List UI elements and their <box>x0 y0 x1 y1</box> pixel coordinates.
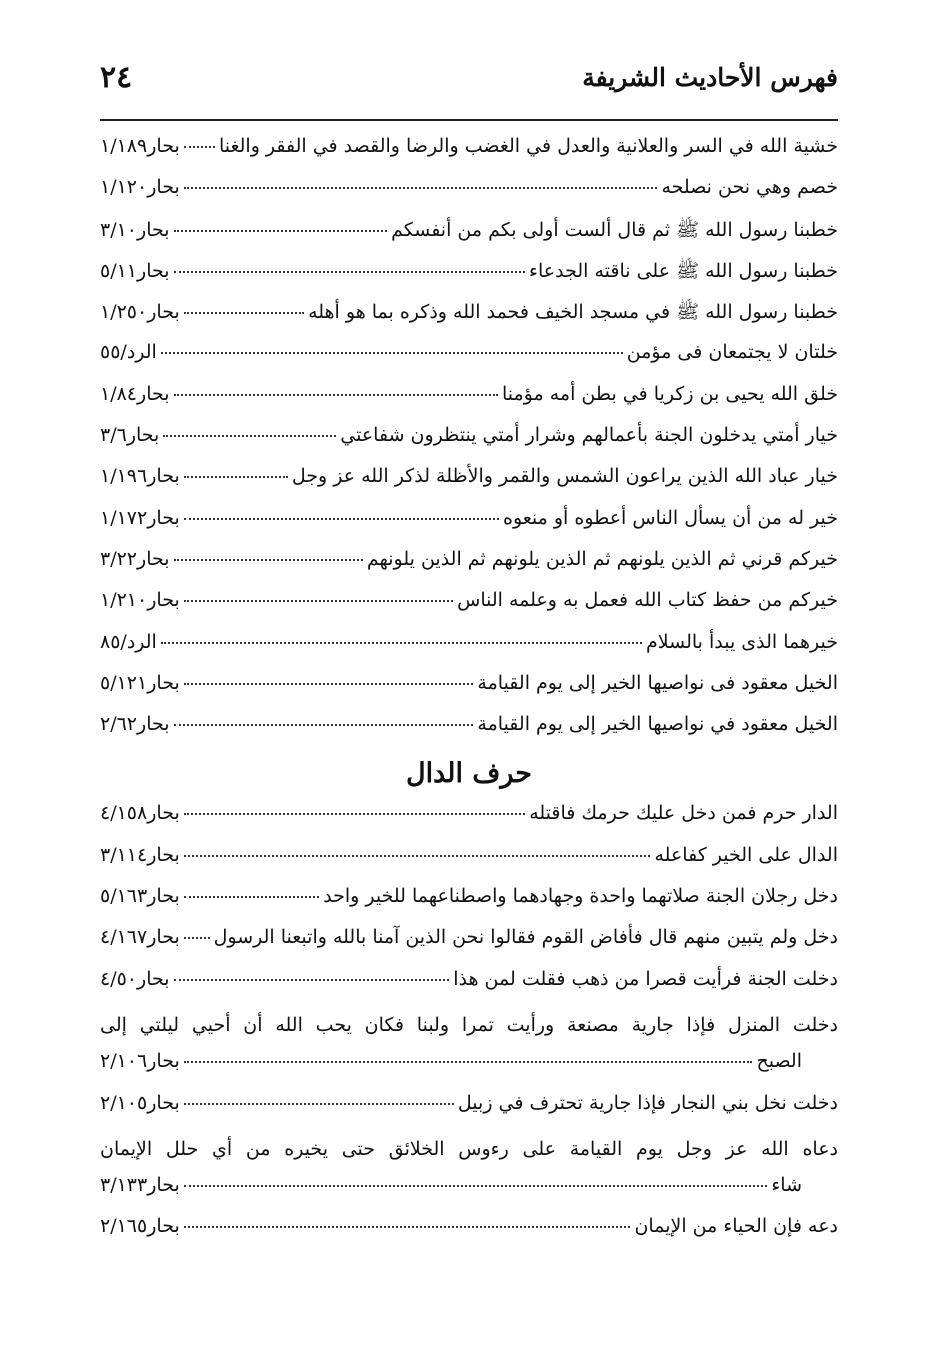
leader-dots <box>184 896 319 898</box>
entry-text: خيار أمتي يدخلون الجنة بأعمالهم وشرار أمتي ينتظرون شفاعتي <box>340 424 838 447</box>
leader-dots <box>184 813 525 815</box>
entries-dal <box>100 802 838 1256</box>
entry-reference: الرد/٨٥ <box>100 630 157 653</box>
index-entry <box>100 672 838 713</box>
entry-text: دخلت نخل بني النجار فإذا جارية تحترف في زبيل <box>457 1091 838 1114</box>
entry-reference: بحار٢/١٦٥ <box>100 1215 180 1238</box>
entry-text: خلتان لا يجتمعان فى مؤمن <box>626 341 838 364</box>
leader-dots <box>184 1185 768 1187</box>
entry-text: دخلت الجنة فرأيت قصرا من ذهب فقلت لمن هذا <box>453 967 838 990</box>
entries-kha <box>100 135 838 754</box>
entry-text: خيركم قرني ثم الذين يلونهم ثم الذين يلونهم ثم الذين يلونهم <box>366 547 838 570</box>
running-title: فهرس الأحاديث الشريفة <box>582 62 838 92</box>
leader-dots <box>184 855 651 857</box>
leader-dots <box>184 312 304 314</box>
entry-text: الخيل معقود فى نواصيها الخير إلى يوم القيامة <box>477 671 838 694</box>
index-entry <box>100 465 838 506</box>
index-entry <box>100 548 838 589</box>
entry-text-line-2: شاء <box>771 1174 802 1197</box>
entry-text: خصم وهي نحن نصلحه <box>661 176 838 199</box>
entry-reference: بحار١/١٧٢ <box>100 506 180 529</box>
entry-reference: بحار١/١٢٠ <box>100 176 180 199</box>
index-entry <box>100 135 838 176</box>
leader-dots <box>184 187 658 189</box>
leader-dots <box>163 435 336 437</box>
leader-dots <box>174 230 388 232</box>
entry-reference: الرد/٥٥ <box>100 341 157 364</box>
index-entry <box>100 926 838 967</box>
index-entry <box>100 1092 838 1133</box>
leader-dots <box>184 1103 454 1105</box>
index-entry <box>100 968 838 1009</box>
entries-dal-group-1 <box>100 802 838 1008</box>
leader-dots <box>184 937 210 939</box>
entry-text: خلق الله يحيى بن زكريا في بطن أمه مؤمنا <box>502 382 838 405</box>
entry-text-line-1: دخلت المنزل فإذا جارية مصنعة ورأيت تمرا ولبنا فكان يحب الله أن أحيي ليلتي إلى <box>100 1013 838 1036</box>
index-entry <box>100 885 838 926</box>
entry-text: الدار حرم فمن دخل عليك حرمك فاقتله <box>529 802 838 825</box>
entry-text: خشية الله في السر والعلانية والعدل في الغضب والرضا والقصد في الفقر والغنا <box>218 135 838 157</box>
entry-text: الخيل معقود في نواصيها الخير إلى يوم القيامة <box>477 713 838 736</box>
entries-dal-wrapped-2 <box>100 1133 838 1216</box>
entry-reference: بحار٢/١٠٦ <box>100 1050 180 1073</box>
entry-text: دعه فإن الحياء من الإيمان <box>634 1215 838 1238</box>
entries-dal-wrapped-1 <box>100 1009 838 1092</box>
entry-text: دخل رجلان الجنة صلاتهما واحدة وجهادهما واصطناعهما للخير واحد <box>323 885 838 908</box>
index-entry <box>100 844 838 885</box>
entry-reference: بحار٢/٦٢ <box>100 713 170 736</box>
entry-text: دخل ولم يتبين منهم قال فأفاض القوم فقالوا نحن الذين آمنا بالله واتبعنا الرسول <box>213 926 838 949</box>
index-entry <box>100 176 838 217</box>
leader-dots <box>184 683 474 685</box>
leader-dots <box>174 559 363 561</box>
entry-reference: بحار٤/٥٠ <box>100 967 170 990</box>
entry-reference: بحار٢/١٠٥ <box>100 1091 180 1114</box>
section-heading: حرف الدال <box>406 758 532 790</box>
index-entry-wrapped <box>100 1133 838 1216</box>
entry-reference: بحار٥/١٦٣ <box>100 885 180 908</box>
leader-dots <box>161 642 642 644</box>
entry-reference: بحار٣/٢٢ <box>100 547 170 570</box>
hadith-index <box>100 135 838 1257</box>
entry-text: خير له من أن يسأل الناس أعطوه أو منعوه <box>502 506 838 529</box>
entry-text: خيرهما الذى يبدأ بالسلام <box>646 630 838 653</box>
index-entry <box>100 300 838 341</box>
entry-reference: بحار٣/١١٤ <box>100 843 180 866</box>
leader-dots <box>174 979 450 981</box>
index-entry <box>100 383 838 424</box>
entry-text-line-2: الصبح <box>756 1050 802 1073</box>
leader-dots <box>174 394 498 396</box>
entry-text-line-1: دعاه الله عز وجل يوم القيامة على رءوس الخلائق حتى يخيره من أي حلل الإيمان <box>100 1137 838 1160</box>
entry-reference: بحار٤/١٥٨ <box>100 802 180 825</box>
index-entry <box>100 802 838 843</box>
index-entry <box>100 1215 838 1256</box>
entry-text: خيار عباد الله الذين يراعون الشمس والقمر والأظلة لذكر الله عز وجل <box>291 465 838 488</box>
entry-text: خطبنا رسول الله ﷺ ثم قال ألست أولى بكم من أنفسكم <box>391 218 838 241</box>
entries-dal-group-2 <box>100 1092 838 1133</box>
index-entry <box>100 713 838 754</box>
leader-dots <box>161 352 623 354</box>
leader-dots <box>174 271 525 273</box>
index-entry <box>100 424 838 465</box>
leader-dots <box>184 518 499 520</box>
entry-reference: بحار٥/١٢١ <box>100 671 180 694</box>
entry-reference: بحار٣/١٠ <box>100 218 170 241</box>
leader-dots <box>184 1226 631 1228</box>
entry-text: خطبنا رسول الله ﷺ في مسجد الخيف فحمد الله وذكره بما هو أهله <box>308 301 838 324</box>
index-entry <box>100 218 838 259</box>
index-entry <box>100 341 838 382</box>
leader-dots <box>184 146 215 148</box>
entry-continuation <box>100 1174 838 1215</box>
index-entry <box>100 631 838 672</box>
entry-reference: بحار٣/١٣٣ <box>100 1174 180 1197</box>
entry-continuation <box>100 1050 838 1091</box>
entry-reference: بحار١/٢٥٠ <box>100 301 180 324</box>
leader-dots <box>184 1061 753 1063</box>
entry-text: خطبنا رسول الله ﷺ على ناقته الجدعاء <box>529 259 838 282</box>
entry-reference: بحار١/٢١٠ <box>100 589 180 612</box>
index-entry <box>100 507 838 548</box>
leader-dots <box>174 724 474 726</box>
entry-text: الدال على الخير كفاعله <box>654 843 838 866</box>
leader-dots <box>184 600 453 602</box>
entry-text: خيركم من حفظ كتاب الله فعمل به وعلمه الناس <box>457 589 838 612</box>
index-entry <box>100 589 838 630</box>
page-number: ٢٤ <box>100 59 133 95</box>
index-entry-wrapped <box>100 1009 838 1092</box>
entry-reference: بحار١/١٨٩ <box>100 135 180 157</box>
entry-reference: بحار١/٨٤ <box>100 382 170 405</box>
entry-reference: بحار١/١٩٦ <box>100 465 180 488</box>
entry-reference: بحار٥/١١ <box>100 259 170 282</box>
header-rule <box>100 119 838 121</box>
entry-reference: بحار٣/٦ <box>100 424 160 447</box>
index-entry <box>100 259 838 300</box>
entry-reference: بحار٤/١٦٧ <box>100 926 180 949</box>
entries-dal-group-3 <box>100 1215 838 1256</box>
page-header <box>100 52 838 102</box>
leader-dots <box>184 476 288 478</box>
